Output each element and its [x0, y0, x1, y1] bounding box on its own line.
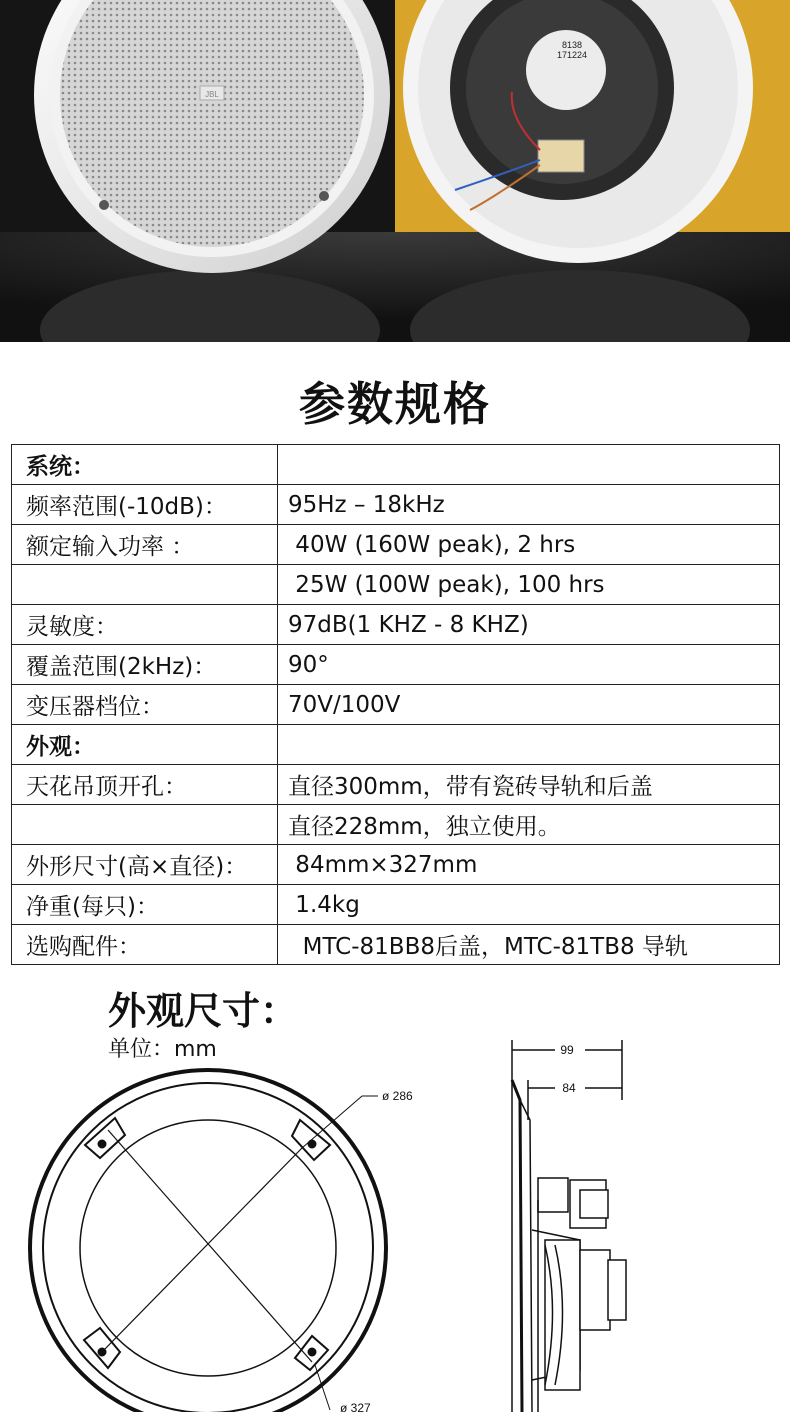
spec-value: 1.4kg [278, 885, 780, 925]
spec-row [12, 805, 780, 845]
diameter-286-label: ø 286 [382, 1089, 413, 1103]
spec-value: 70V/100V [278, 685, 780, 725]
spec-key: 频率范围(-10dB)： [12, 485, 278, 525]
spec-key: 外形尺寸(高×直径)： [12, 845, 278, 885]
spec-value: 84mm×327mm [278, 845, 780, 885]
spec-row [12, 685, 780, 725]
spec-key [12, 805, 278, 845]
section-title: 参数规格 [299, 377, 491, 431]
unit-label: 单位：mm [108, 1037, 217, 1062]
spec-row [12, 485, 780, 525]
depth-84-label: 84 [562, 1081, 576, 1095]
spec-row [12, 525, 780, 565]
spec-value [278, 445, 780, 485]
spec-value: 97dB(1 KHZ - 8 KHZ) [278, 605, 780, 645]
diameter-327-label: ø 327 [340, 1401, 371, 1412]
spec-row [12, 765, 780, 805]
spec-table [11, 444, 780, 965]
spec-value: 90° [278, 645, 780, 685]
depth-99-label: 99 [560, 1043, 574, 1057]
product-photo [0, 0, 790, 342]
spec-value [278, 725, 780, 765]
spec-value: 直径228mm，独立使用。 [278, 805, 780, 845]
front-view-drawing [30, 1070, 386, 1412]
spec-row [12, 565, 780, 605]
driver-label-code: 8138 [561, 40, 583, 50]
spec-row [12, 725, 780, 765]
spec-value: MTC-81BB8后盖，MTC-81TB8 导轨 [278, 925, 780, 965]
spec-key: 净重(每只)： [12, 885, 278, 925]
spec-key: 灵敏度： [12, 605, 278, 645]
spec-row [12, 445, 780, 485]
product-photo-art [0, 0, 790, 342]
side-view-drawing [512, 1040, 626, 1412]
spec-row [12, 925, 780, 965]
spec-row [12, 605, 780, 645]
spec-key: 覆盖范围(2kHz)： [12, 645, 278, 685]
dimensions-title: 外观尺寸： [108, 989, 299, 1033]
spec-row [12, 885, 780, 925]
spec-row [12, 645, 780, 685]
spec-row [12, 845, 780, 885]
spec-key: 变压器档位： [12, 685, 278, 725]
spec-value: 25W (100W peak), 100 hrs [278, 565, 780, 605]
spec-key: 额定输入功率 ： [12, 525, 278, 565]
spec-value: 直径300mm，带有瓷砖导轨和后盖 [278, 765, 780, 805]
spec-key: 选购配件： [12, 925, 278, 965]
spec-value: 95Hz – 18kHz [278, 485, 780, 525]
dimension-drawing [0, 1040, 790, 1412]
spec-section-label: 外观： [12, 725, 278, 765]
spec-section-label: 系统： [12, 445, 278, 485]
spec-value: 40W (160W peak), 2 hrs [278, 525, 780, 565]
jbl-logo: JBL [205, 90, 219, 99]
spec-key [12, 565, 278, 605]
spec-key: 天花吊顶开孔： [12, 765, 278, 805]
driver-label-date: 171224 [556, 50, 588, 60]
